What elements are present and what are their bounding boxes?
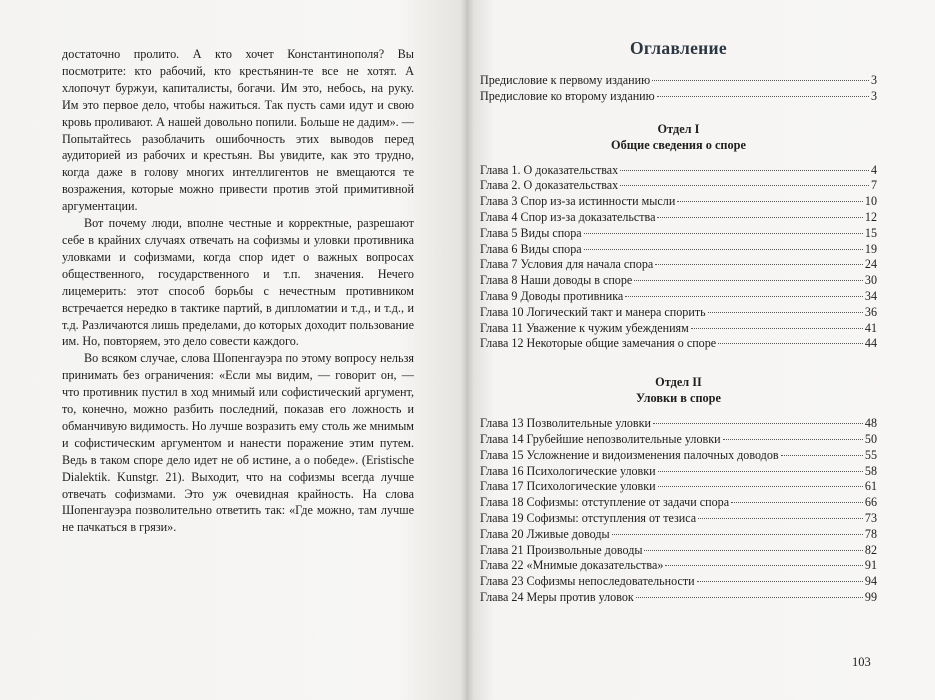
toc-entry-page: 36 bbox=[864, 304, 877, 319]
toc-leader-dots bbox=[636, 597, 863, 598]
toc-entry-page: 34 bbox=[864, 288, 877, 303]
toc-entry-label: Глава 12 Некоторые общие замечания о споре bbox=[480, 336, 717, 351]
table-of-contents bbox=[480, 38, 877, 606]
toc-entry bbox=[480, 511, 877, 527]
section-2-heading: Отдел II bbox=[655, 375, 702, 390]
toc-entry-label: Глава 4 Спор из-за доказательства bbox=[480, 209, 656, 224]
paragraph-3: Во всяком случае, слова Шопенгауэра по этому вопросу нельзя принимать без ограничения: «Если мы видим, — говорит он, — что противник пустил в ход мнимый или софистический аргумент, то, конечно, можно разбить последний, показав его ложность и обманчивую видимость. Но лучше возразить ему столь же мнимым и софистическим аргументом и нанести поражение этим путем. Ведь в таком споре дело идет не об истине, а о победе». (Eristische Dialektik. Kunstgr. 21). Выходит, что на софизмы всегда лучше отвечать софизмами. Это уж очевидная крайность. На слова Шопенгауэра позволительно ответить так: «Где можно, там лучше не пачкаться в грязи». bbox=[62, 351, 414, 535]
toc-entry-label: Глава 7 Условия для начала спора bbox=[480, 257, 654, 272]
toc-entry-label: Глава 11 Уважение к чужим убеждениям bbox=[480, 320, 689, 335]
toc-entry-label: Глава 24 Меры против уловок bbox=[480, 589, 634, 604]
toc-entry-page: 55 bbox=[864, 447, 877, 462]
toc-leader-dots bbox=[658, 471, 863, 472]
toc-entry bbox=[480, 73, 877, 89]
toc-entry-label: Глава 13 Позволительные уловки bbox=[480, 416, 651, 431]
toc-leader-dots bbox=[718, 343, 863, 344]
toc-entry bbox=[480, 194, 877, 210]
toc-entry-page: 10 bbox=[864, 194, 877, 209]
left-page-text bbox=[62, 46, 414, 536]
paragraph-1: достаточно пролито. А кто хочет Константинополя? Вы посмотрите: кто рабочий, кто крестьянин-те все не хотят. А хлопочут буржуи, капиталисты, богачи. Им это, небось, на руку. Им это первое дело, чтобы нажиться. Так пусть сами идут и свою кровь проливают. А нашей довольно попили. Больше не дадим». — Попытайтесь разоблачить ошибочность этих выводов перед аудиторией из рабочих и крестьян. Вы увидите, как это трудно, когда даже в голову многих интеллигентов не вмещаются те возражения, которые можно привести против этой примитивной аргументации. bbox=[62, 47, 414, 214]
book-gutter bbox=[460, 0, 474, 700]
toc-leader-dots bbox=[653, 423, 863, 424]
toc-entry bbox=[480, 321, 877, 337]
toc-entry-page: 12 bbox=[864, 209, 877, 224]
toc-entry-label: Глава 18 Софизмы: отступление от задачи спора bbox=[480, 495, 730, 510]
toc-entry-page: 44 bbox=[864, 336, 877, 351]
toc-entry-label: Предисловие к первому изданию bbox=[480, 73, 651, 87]
toc-leader-dots bbox=[677, 201, 863, 202]
toc-entry-label: Глава 5 Виды спора bbox=[480, 225, 582, 240]
toc-leader-dots bbox=[698, 518, 863, 519]
toc-entry-label: Глава 3 Спор из-за истинности мысли bbox=[480, 194, 676, 209]
toc-entry-page: 7 bbox=[870, 178, 877, 193]
toc-entry bbox=[480, 495, 877, 511]
toc-leader-dots bbox=[658, 486, 863, 487]
toc-entry bbox=[480, 242, 877, 258]
toc-leader-dots bbox=[644, 550, 862, 551]
toc-entry-label: Глава 14 Грубейшие непозволительные уловки bbox=[480, 431, 721, 446]
toc-entry bbox=[480, 464, 877, 480]
toc-entry-label: Глава 2. О доказательствах bbox=[480, 178, 619, 193]
toc-leader-dots bbox=[781, 455, 863, 456]
section-1-subheading: Общие сведения о споре bbox=[611, 137, 746, 152]
toc-entry bbox=[480, 305, 877, 321]
toc-entry-label: Глава 23 Софизмы непоследовательности bbox=[480, 574, 695, 589]
toc-entry bbox=[480, 226, 877, 242]
toc-entry bbox=[480, 336, 877, 352]
toc-entry-page: 48 bbox=[864, 416, 877, 431]
section-2-entries bbox=[480, 416, 877, 606]
toc-leader-dots bbox=[625, 296, 863, 297]
toc-entry bbox=[480, 257, 877, 273]
toc-entry-page: 73 bbox=[864, 510, 877, 525]
toc-entry bbox=[480, 163, 877, 179]
left-page bbox=[0, 0, 466, 700]
toc-entry-page: 24 bbox=[864, 257, 877, 272]
toc-entry-label: Глава 22 «Мнимые доказательства» bbox=[480, 558, 664, 573]
toc-entry bbox=[480, 574, 877, 590]
toc-leader-dots bbox=[620, 170, 869, 171]
section-1-heading: Отдел I bbox=[657, 121, 700, 136]
toc-entry-label: Глава 16 Психологические уловки bbox=[480, 463, 656, 478]
toc-leader-dots bbox=[723, 439, 863, 440]
toc-leader-dots bbox=[657, 96, 869, 97]
toc-entry-page: 4 bbox=[870, 162, 877, 177]
toc-entry-page: 78 bbox=[864, 526, 877, 541]
toc-leader-dots bbox=[697, 581, 863, 582]
section-2-subheading: Уловки в споре bbox=[636, 391, 721, 406]
toc-entry-page: 30 bbox=[864, 273, 877, 288]
toc-entry-page: 50 bbox=[864, 431, 877, 446]
toc-entry-page: 19 bbox=[864, 241, 877, 256]
toc-leader-dots bbox=[620, 185, 869, 186]
toc-entry-page: 66 bbox=[864, 495, 877, 510]
toc-leader-dots bbox=[584, 249, 863, 250]
toc-entry-page: 41 bbox=[864, 320, 877, 335]
toc-entry-page: 3 bbox=[870, 88, 877, 103]
toc-entry bbox=[480, 273, 877, 289]
toc-entry-page: 91 bbox=[864, 558, 877, 573]
page-number: 103 bbox=[852, 655, 871, 669]
toc-leader-dots bbox=[708, 312, 863, 313]
toc-entry-label: Глава 19 Софизмы: отступления от тезиса bbox=[480, 510, 697, 525]
toc-entry-label: Глава 10 Логический такт и манера спорить bbox=[480, 304, 706, 319]
toc-entry-label: Глава 17 Психологические уловки bbox=[480, 479, 656, 494]
toc-entry-page: 15 bbox=[864, 225, 877, 240]
paragraph-2: Вот почему люди, вполне честные и корректные, разрешают себе в крайних случаях отвечать на софизмы и уловки противника уловками и софизмами, когда спор идет о важных вопросах общественного, государственного и т.п. значения. Нечего лицемерить: этот способ борьбы с нечестным противником встречается нередко в тактике партий, в дипломатии и т.д., и т.д., и т.д. Различаются лишь пределами, до которых доходит пользование им. Но, повторяем, это дело совести каждого. bbox=[62, 216, 414, 349]
toc-entry-label: Предисловие ко второму изданию bbox=[480, 88, 655, 103]
toc-entry bbox=[480, 89, 877, 105]
toc-leader-dots bbox=[584, 233, 863, 234]
toc-entry-page: 61 bbox=[864, 479, 877, 494]
toc-leader-dots bbox=[655, 264, 863, 265]
toc-leader-dots bbox=[691, 328, 863, 329]
toc-entry-label: Глава 20 Лживые доводы bbox=[480, 526, 610, 541]
toc-entry bbox=[480, 416, 877, 432]
toc-entry bbox=[480, 543, 877, 559]
toc-entry bbox=[480, 448, 877, 464]
toc-title: Оглавление bbox=[630, 38, 727, 58]
toc-entry bbox=[480, 178, 877, 194]
section-1-entries bbox=[480, 163, 877, 353]
toc-prefaces bbox=[480, 73, 877, 105]
toc-leader-dots bbox=[612, 534, 863, 535]
toc-entry bbox=[480, 479, 877, 495]
toc-entry-label: Глава 15 Усложнение и видоизменения палочных доводов bbox=[480, 447, 779, 462]
toc-leader-dots bbox=[731, 502, 863, 503]
toc-entry bbox=[480, 590, 877, 606]
toc-leader-dots bbox=[634, 280, 863, 281]
toc-entry bbox=[480, 527, 877, 543]
toc-entry-label: Глава 6 Виды спора bbox=[480, 241, 582, 256]
toc-leader-dots bbox=[652, 80, 869, 81]
toc-entry-label: Глава 1. О доказательствах bbox=[480, 162, 619, 177]
toc-entry-label: Глава 8 Наши доводы в споре bbox=[480, 273, 633, 288]
toc-entry-label: Глава 9 Доводы противника bbox=[480, 288, 624, 303]
toc-leader-dots bbox=[665, 565, 863, 566]
toc-entry bbox=[480, 289, 877, 305]
toc-entry bbox=[480, 432, 877, 448]
toc-entry-page: 99 bbox=[864, 589, 877, 604]
toc-entry-label: Глава 21 Произвольные доводы bbox=[480, 542, 643, 557]
toc-entry-page: 3 bbox=[870, 73, 877, 87]
toc-entry-page: 58 bbox=[864, 463, 877, 478]
toc-leader-dots bbox=[657, 217, 862, 218]
toc-entry-page: 94 bbox=[864, 574, 877, 589]
toc-entry bbox=[480, 210, 877, 226]
toc-entry-page: 82 bbox=[864, 542, 877, 557]
toc-entry bbox=[480, 558, 877, 574]
